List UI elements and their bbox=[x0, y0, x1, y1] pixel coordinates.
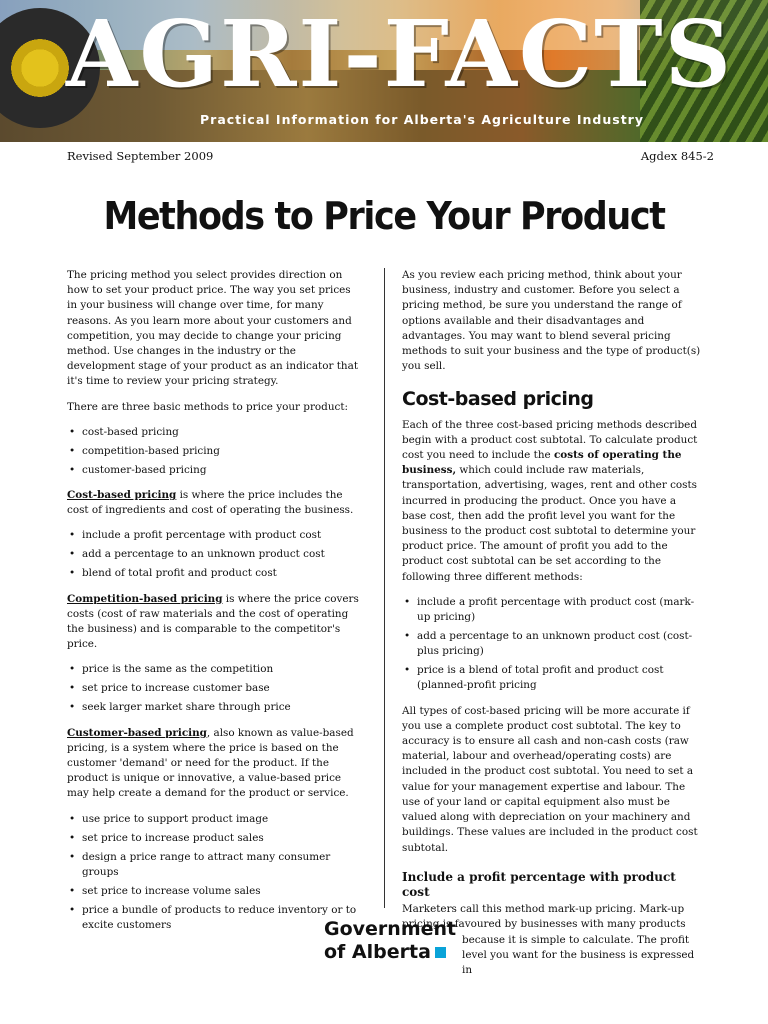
logo-line-2: of Alberta bbox=[324, 941, 431, 963]
competition-based-list bbox=[67, 662, 361, 715]
blue-square-icon bbox=[435, 947, 446, 958]
competition-based-text: is where the price covers costs (cost of raw materials and the cost of operating the business) and is comparable to the competitor's price. bbox=[67, 592, 359, 651]
customer-based-term: Customer-based pricing bbox=[67, 726, 207, 739]
list-item: • price is the same as the competition bbox=[67, 662, 361, 677]
cost-desc-part1: Each of the three cost-based pricing methods described begin with a product cost subtotal. To calculate product cost you need to include the bbox=[402, 418, 698, 462]
logo-line-2-wrap bbox=[324, 941, 456, 964]
government-of-alberta-logo bbox=[324, 918, 456, 964]
markup-text-part2: because it is simple to calculate. The profit level you want for the business is expressed in bbox=[462, 933, 695, 976]
markup-text-part1: Marketers call this method mark-up pricing. Mark-up pricing is favoured by businesses with many products bbox=[402, 903, 686, 931]
cost-based-paragraph bbox=[67, 488, 361, 518]
intro-paragraph: The pricing method you select provides direction on how to set your product price. The way you set prices in your business will change over time, for many reasons. As you learn more about your customers and competition, you may decide to change your pricing method. Use changes in the industry or the development stage of your product as an indicator that it's time to review your pricing strategy. bbox=[67, 269, 358, 388]
list-item: • set price to increase product sales bbox=[67, 831, 361, 846]
list-item: • blend of total profit and product cost bbox=[67, 566, 361, 581]
list-item: • cost-based pricing bbox=[67, 425, 361, 440]
customer-based-paragraph bbox=[67, 726, 361, 802]
cost-based-term: Cost-based pricing bbox=[67, 489, 177, 502]
list-item: • customer-based pricing bbox=[67, 463, 361, 478]
list-item: • price is a blend of total profit and product cost (planned-profit pricing bbox=[402, 663, 702, 693]
methods-list bbox=[67, 425, 361, 478]
agdex-number: Agdex 845-2 bbox=[640, 149, 714, 163]
accuracy-paragraph: All types of cost-based pricing will be more accurate if you use a complete product cost subtotal. The key to accuracy is to ensure all cash and non-cash costs (raw material, labour and overhead/operating costs) are included in the product cost subtotal. You need to set a value for your management expertise and labour. The use of your land or capital equipment also must be valued along with depreciation on your machinery and buildings. These values are included in the product cost subtotal. bbox=[402, 704, 698, 854]
list-item: • price a bundle of products to reduce inventory or to excite customers bbox=[67, 903, 361, 933]
list-item: • competition-based pricing bbox=[67, 444, 361, 459]
methods-intro: There are three basic methods to price your product: bbox=[67, 400, 349, 413]
revised-date: Revised September 2009 bbox=[67, 149, 214, 163]
customer-based-list bbox=[67, 812, 361, 934]
logo-line-1: Government bbox=[324, 918, 457, 940]
costs-of-operating-term: costs of operating the business, bbox=[402, 449, 682, 477]
list-item: • add a percentage to an unknown product cost bbox=[67, 547, 361, 562]
cost-based-list bbox=[67, 528, 361, 581]
cost-based-description bbox=[402, 418, 702, 585]
list-item: • use price to support product image bbox=[67, 812, 361, 827]
list-item: • seek larger market share through price bbox=[67, 700, 361, 715]
list-item: • include a profit percentage with product cost bbox=[67, 528, 361, 543]
list-item: • include a profit percentage with product cost (mark-up pricing) bbox=[402, 595, 702, 625]
agri-facts-wordmark: AGRI-FACTS bbox=[66, 0, 734, 108]
header-banner bbox=[0, 0, 768, 142]
competition-based-term: Competition-based pricing bbox=[67, 592, 223, 605]
customer-based-text: , also known as value-based pricing, is a system where the price is based on the customer 'demand' or need for the product. If the product is unique or innovative, a value-based price may help create a demand for the product or service. bbox=[67, 726, 354, 800]
subheading-profit-percentage: Include a profit percentage with product cost bbox=[402, 869, 676, 899]
cost-desc-part2: which could include raw materials, transportation, advertising, wages, rent and other costs incurred in producing the product. Once you have a base cost, then add the profit level you want for the business to the product cost subtotal to determine your product price. The amount of profit you add to the product cost subtotal can be set according to the following three different methods: bbox=[402, 464, 698, 583]
banner-tagline: Practical Information for Alberta's Agriculture Industry bbox=[200, 112, 644, 127]
section-heading-cost-based: Cost-based pricing bbox=[402, 388, 594, 411]
list-item: • design a price range to attract many consumer groups bbox=[67, 850, 361, 880]
column-divider bbox=[384, 268, 385, 908]
right-column bbox=[402, 268, 702, 978]
left-column bbox=[67, 268, 361, 943]
cost-methods-list bbox=[402, 595, 702, 694]
competition-based-paragraph bbox=[67, 592, 361, 653]
list-item: • add a percentage to an unknown product cost (cost-plus pricing) bbox=[402, 629, 702, 659]
review-paragraph: As you review each pricing method, think about your business, industry and customer. Before you select a pricing method, be sure you understand the range of options available and their disadvantages and advantages. You may want to blend several pricing methods to suit your business and the type of product(s) you sell. bbox=[402, 269, 701, 373]
list-item: • set price to increase customer base bbox=[67, 681, 361, 696]
page-title: Methods to Price Your Product bbox=[103, 194, 665, 238]
list-item: • set price to increase volume sales bbox=[67, 884, 361, 899]
cost-based-text: is where the price includes the cost of ingredients and cost of operating the business. bbox=[67, 489, 354, 517]
